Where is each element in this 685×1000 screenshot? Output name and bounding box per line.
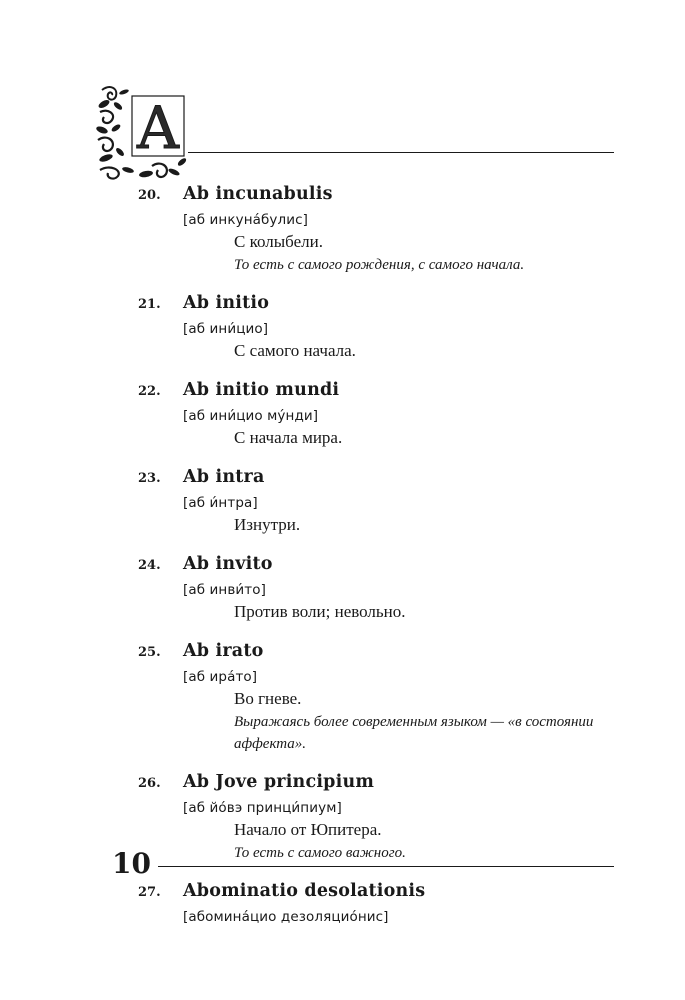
entry-number: 23. xyxy=(138,471,161,486)
entry-number: 21. xyxy=(138,297,161,312)
latin-phrase: Abominatio desolationis xyxy=(183,881,426,901)
translation: Против воли; невольно. xyxy=(234,602,406,621)
entry-22 xyxy=(138,380,618,450)
latin-phrase: Ab initio mundi xyxy=(183,380,340,400)
commentary: То есть с самого рождения, с самого начала. xyxy=(234,257,525,273)
entry-23 xyxy=(138,467,618,537)
entry-number: 24. xyxy=(138,558,161,573)
entry-number: 22. xyxy=(138,384,161,399)
translation: Во гневе. xyxy=(234,689,302,708)
entry-number: 25. xyxy=(138,645,161,660)
entry-number: 27. xyxy=(138,885,161,900)
header-rule xyxy=(188,152,614,153)
footer-rule xyxy=(158,866,614,867)
translation: С самого начала. xyxy=(234,341,356,360)
pronunciation: [аб ини́цио му́нди] xyxy=(183,408,319,424)
latin-phrase: Ab initio xyxy=(183,293,270,313)
page-number: 10 xyxy=(112,847,151,880)
pronunciation: [аб ира́то] xyxy=(183,669,258,685)
drop-cap-letter: A xyxy=(137,94,179,162)
entry-24 xyxy=(138,554,618,624)
pronunciation: [аб и́нтра] xyxy=(183,495,258,511)
pronunciation: [аб ини́цио] xyxy=(183,321,269,337)
entry-number: 20. xyxy=(138,188,161,203)
latin-phrase: Ab irato xyxy=(183,641,264,661)
entry-27 xyxy=(138,881,618,927)
translation: Начало от Юпитера. xyxy=(234,820,382,839)
entry-21 xyxy=(138,293,618,363)
drop-cap-ornament xyxy=(96,82,192,182)
pronunciation: [аб инви́то] xyxy=(183,582,266,598)
latin-phrase: Ab intra xyxy=(183,467,265,487)
dictionary-entries xyxy=(138,184,618,944)
translation: Изнутри. xyxy=(234,515,301,534)
commentary: Выражаясь более современным языком — «в состоянии аффекта». xyxy=(234,714,594,752)
translation: С колыбели. xyxy=(234,232,323,251)
pronunciation: [аб инкуна́булис] xyxy=(183,212,309,228)
floral-ornament-icon xyxy=(96,82,192,182)
pronunciation: [абомина́цио дезоляцио́нис] xyxy=(183,909,389,925)
pronunciation: [аб йо́вэ принци́пиум] xyxy=(183,800,342,816)
entry-20 xyxy=(138,184,618,276)
entry-25 xyxy=(138,641,618,755)
translation: С начала мира. xyxy=(234,428,343,447)
entry-26 xyxy=(138,772,618,864)
latin-phrase: Ab Jove principium xyxy=(183,772,375,792)
entry-number: 26. xyxy=(138,776,161,791)
latin-phrase: Ab invito xyxy=(183,554,273,574)
latin-phrase: Ab incunabulis xyxy=(183,184,333,204)
commentary: То есть с самого важного. xyxy=(234,845,406,861)
